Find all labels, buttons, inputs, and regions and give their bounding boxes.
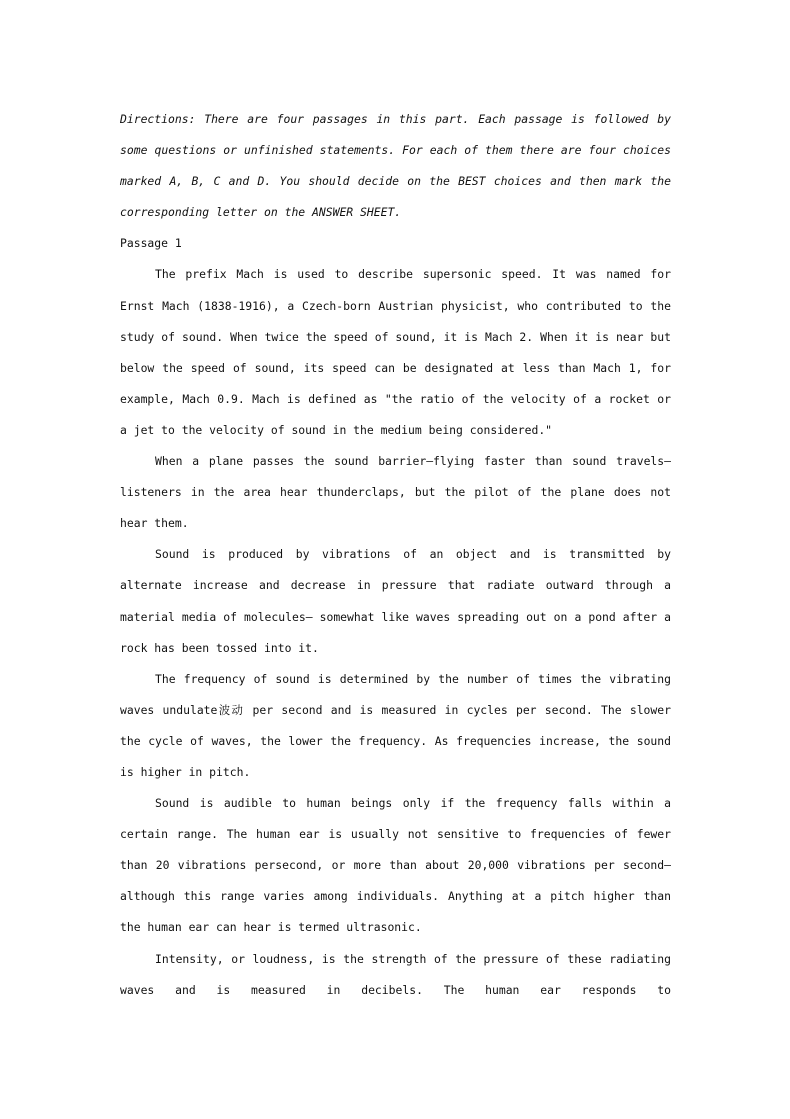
paragraph-frequency: The frequency of sound is determined by the number of times the vibrating waves undulate波动 per second and is measured in cycles per second. The slower the cycle of waves, the lower the frequency. As frequencies increase, the sound is higher in pitch. [120, 671, 671, 779]
passage-label: Passage 1 [120, 236, 182, 251]
paragraph-sound-barrier: When a plane passes the sound barrier—flying faster than sound travels—listeners in the area hear thunderclaps, but the pilot of the plane does not hear them. [120, 454, 671, 531]
paragraph-sound-production: Sound is produced by vibrations of an object and is transmitted by alternate increase and decrease in pressure that radiate outward through a material media of molecules— somewhat like waves spreading out on a pond after a rock has been tossed into it. [120, 547, 671, 655]
paragraph-intensity: Intensity, or loudness, is the strength of the pressure of these radiating waves and is measured in decibels. The human ear responds to [120, 951, 671, 997]
directions-text: Directions: There are four passages in this part. Each passage is followed by some questions or unfinished statements. For each of them there are four choices marked A, B, C and D. You should decide on the BEST choices and then mark the corresponding letter on the ANSWER SHEET. [120, 112, 671, 220]
paragraph-audible-range: Sound is audible to human beings only if the frequency falls within a certain range. The human ear is usually not sensitive to frequencies of fewer than 20 vibrations persecond, or more than about 20,000 vibrations per second—although this range varies among individuals. Anything at a pitch higher than the human ear can hear is termed ultrasonic. [120, 796, 671, 935]
paragraph-mach-prefix: The prefix Mach is used to describe supersonic speed. It was named for Ernst Mach (1838-1916), a Czech-born Austrian physicist, who contributed to the study of sound. When twice the speed of sound, it is Mach 2. When it is near but below the speed of sound, its speed can be designated at less than Mach 1, for example, Mach 0.9. Mach is defined as "the ratio of the velocity of a rocket or a jet to the velocity of sound in the medium being considered." [120, 267, 671, 437]
document-body [120, 104, 671, 1006]
